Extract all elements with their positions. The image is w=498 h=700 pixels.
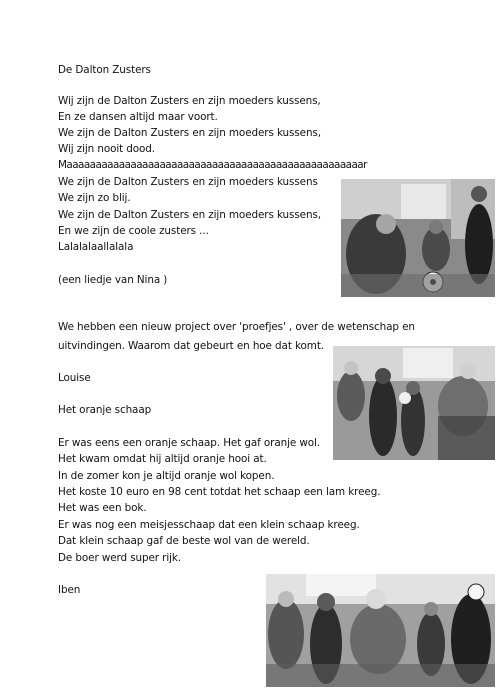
story-line: Het kwam omdat hij altijd oranje hooi at.: [58, 453, 267, 465]
poem-line: Wij zijn de Dalton Zusters en zijn moeders kussens,: [58, 95, 321, 107]
author-name: Louise: [58, 372, 91, 384]
poem-credit: (een liedje van Nina ): [58, 274, 168, 286]
poem-line: We zijn zo blij.: [58, 192, 131, 204]
story-line: In de zomer kon je altijd oranje wol kopen.: [58, 470, 275, 482]
poem-line: We zijn de Dalton Zusters en zijn moeders kussens,: [58, 209, 321, 221]
poem-line: We zijn de Dalton Zusters en zijn moeders kussens: [58, 176, 318, 188]
poem-line: We zijn de Dalton Zusters en zijn moeders kussens,: [58, 127, 321, 139]
poem-title: De Dalton Zusters: [58, 64, 151, 76]
story-line: Het was een bok.: [58, 502, 147, 514]
story-title: Het oranje schaap: [58, 404, 152, 416]
poem-line: Lalalalaallalala: [58, 241, 134, 253]
photo-children-playing-1: [341, 179, 495, 297]
story-line: Dat klein schaap gaf de beste wol van de wereld.: [58, 535, 310, 547]
author-name: Iben: [58, 584, 81, 596]
photo-children-playing-3: [266, 574, 495, 687]
photo-children-playing-2: [333, 346, 495, 460]
poem-line: En we zijn de coole zusters ...: [58, 225, 209, 237]
story-line: Er was nog een meisjesschaap dat een klein schaap kreeg.: [58, 519, 360, 531]
poem-line: Maaaaaaaaaaaaaaaaaaaaaaaaaaaaaaaaaaaaaaaaaaaaaaaaaaar: [58, 159, 367, 171]
story-line: De boer werd super rijk.: [58, 552, 182, 564]
poem-line: En ze dansen altijd maar voort.: [58, 111, 218, 123]
project-text-line: We hebben een nieuw project over 'proefjes' , over de wetenschap en: [58, 321, 415, 333]
story-line: Het koste 10 euro en 98 cent totdat het schaap een lam kreeg.: [58, 486, 381, 498]
poem-line: Wij zijn nooit dood.: [58, 143, 156, 155]
story-line: Er was eens een oranje schaap. Het gaf oranje wol.: [58, 437, 321, 449]
project-text-line: uitvindingen. Waarom dat gebeurt en hoe dat komt.: [58, 340, 324, 352]
